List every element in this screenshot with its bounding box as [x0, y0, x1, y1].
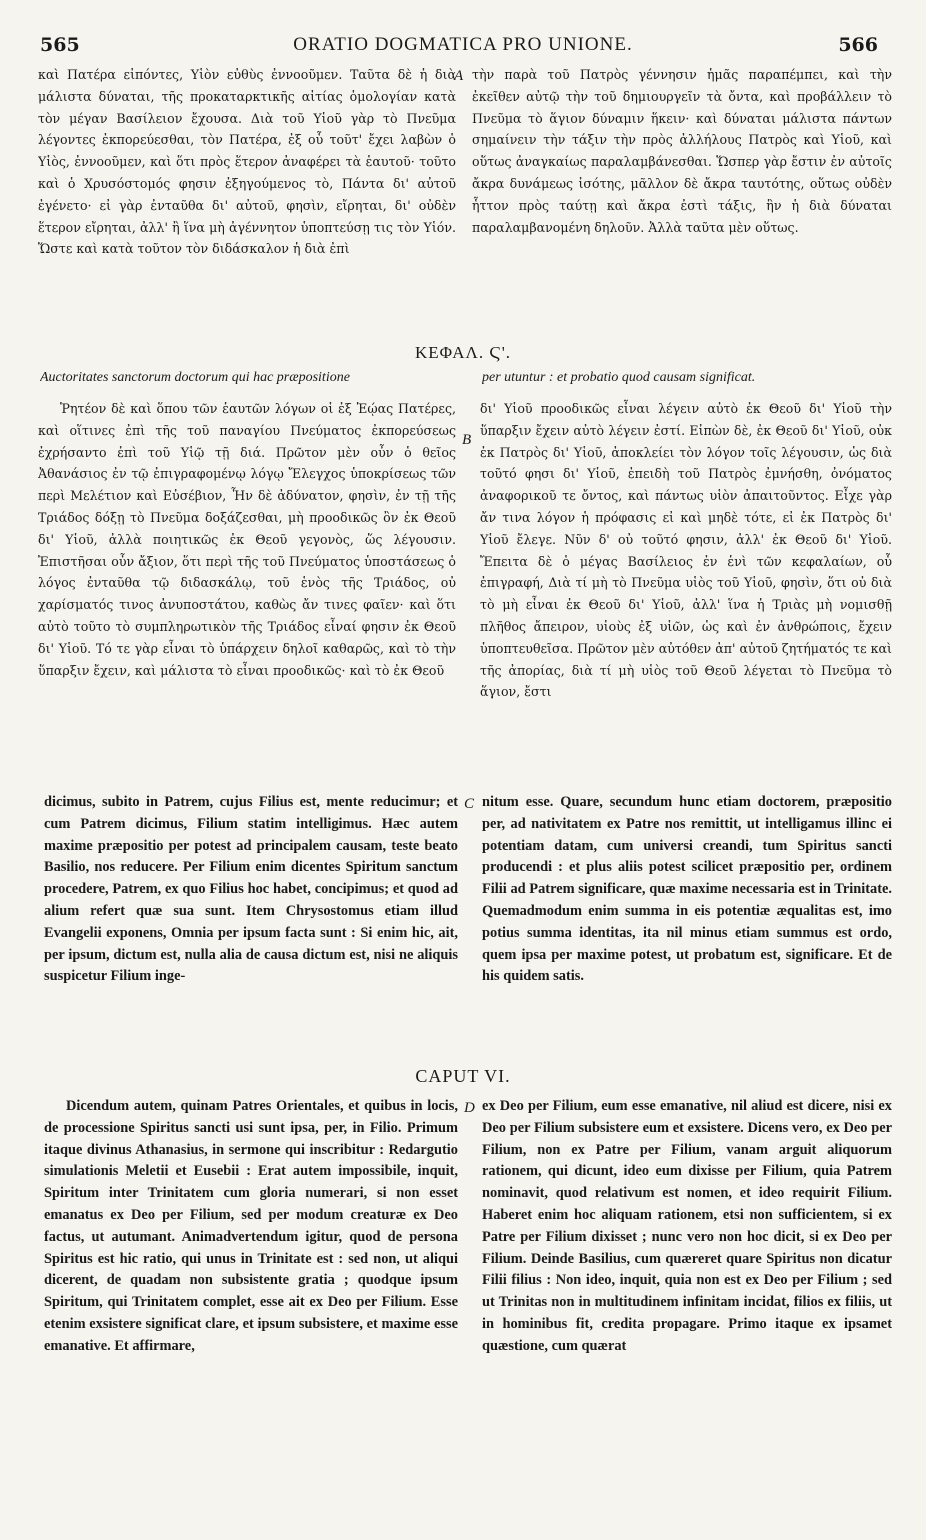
latin-column-left-1 [44, 792, 458, 1052]
latin-paragraph: dicimus, subito in Patrem, cujus Filius est, mente reducimur; et cum Patrem dicimus, Filium statim intelligimus. Hæc autem maxime præpositio per potest ad principalem causam, teste beato Basilio, nos reducere. Per Filium enim dicentes Spiritum sanctum procedere, Patrem, ex quo Filius hoc habet, concipimus; et quod ad alium refert quæ sua sunt. Item Chrysostomus etiam illud Evangelii exponens, Omnia per ipsum facta sunt : Si enim hic, ait, per ipsum, dictum est, nulla alia de causa dictum est, nisi ne aliquis suspicetur Filium inge- [44, 794, 458, 985]
kephalaion-heading: ΚΕΦΑΛ. Ϛ'. [414, 343, 512, 362]
chapter-argument [40, 370, 890, 392]
caput-heading: CAPUT VI. [415, 1066, 511, 1086]
margin-letter-b: B [462, 432, 472, 448]
greek-column-left-middle [38, 398, 456, 780]
margin-letter-d: D [464, 1100, 475, 1116]
greek-paragraph: δι' Υἱοῦ προοδικῶς εἶναι λέγειν αὐτὸ ἐκ Θεοῦ δι' Υἱοῦ τὴν ὕπαρξιν ἔχειν αὐτὸ λέγειν ἐστί. Εἰπὼν δὲ, ἐκ Θεοῦ δι' Υἱοῦ, οὐκ ἐκ Πατρὸς δι' Υἱοῦ, ἀποκλείει τὸν λόγον τοῖς λέγουσιν, ὡς διὰ τοῦτό φησι δι' Υἱοῦ, ἐπειδὴ τοῦ Πατρὸς ἐμνήσθη, ὀνόματος ἀναφορικοῦ τε ὄντος, καὶ πάντως υἱὸν ἀπαιτοῦντος. Εἶχε γὰρ ἄν τινα λόγον ἡ πρόφασις εἰ καὶ μηδὲ τότε, εἰ ἐκ Πατρὸς δι' Υἱοῦ ἔλεγε. Νῦν δ' οὐ τοῦτό φησιν, ἀλλ' ἐκ Θεοῦ δι' Υἱοῦ. Ἔπειτα δὲ ὁ μέγας Βασίλειος ἐν ἑνὶ τῶν κεφαλαίων, οὗ ἐπιγραφή, Διὰ τί μὴ τὸ Πνεῦμα υἱὸς τοῦ Υἱοῦ, φησὶν, ὅτι οὐ διὰ τὸ μὴ εἶναι ἐκ Θεοῦ δι' Υἱοῦ, ἀλλ' ἵνα ἡ Τριὰς μὴ νομισθῇ πλῆθος ἄπειρον, υἱοὺς ἐξ υἱῶν, ὡς καὶ ἐν ἀνθρώποις, ἔχειν ὑποπτευθεῖσα. Πρῶτον μὲν αὐτόθεν ἀπ' αὐτοῦ ζητήματός τε καὶ τῆς ἀπορίας, διὰ τί μὴ υἱὸς τοῦ Θεοῦ λέγεται τὸ Πνεῦμα τὸ ἅγιον, ἔστι [480, 401, 892, 700]
latin-paragraph: Dicendum autem, quinam Patres Orientales, et quibus in locis, de processione Spiritus sancti usi sunt ipsa, per, in Filio. Primum itaque divinus Athanasius, in sermone qui inscribitur : Redargutio simulationis Meletii et Eusebii : Erat autem impossibile, inquit, Spiritum inter Trinitatem cum gloria numerari, si non esset emanatus ex Deo per Filium, sed per modum creaturæ ex Deo factus, ut autumant. Animadvertendum igitur, quod de persona Spiritus est hic ratio, qui unus in Trinitate est : sed non, ut aliqui dicerent, de quadam non subsistente gratia ; quodque ipsum Spiritum, qui Trinitatem complet, esse ait ex Deo per Filium. Esse etenim exsistere significat clare, et ipsum subsistere, et maxime esse emanative. Et affirmare, [44, 1098, 458, 1354]
running-head [0, 30, 926, 58]
margin-letter-c: C [464, 796, 475, 812]
greek-paragraph: τὴν παρὰ τοῦ Πατρὸς γέννησιν ἡμᾶς παραπέμπει, καὶ τὴν ἐκεῖθεν αὐτῷ τὴν τοῦ δημιουργεῖν τὰ ὄντα, καὶ προβάλλειν τὸ Πνεῦμα τὸ ἅγιον δύναμιν ἥκειν· καὶ δύναται μάλιστα πάντων σημαίνειν τὴν τάξιν τὴν πρὸς ἀλλήλους Πατρὸς καὶ Υἱοῦ, καὶ οὕτως ἀναγκαίως παραλαμβάνεσθαι. Ὥσπερ γὰρ ἔστιν ἐν αὐτοῖς ἄκρα δυνάμεως ἰσότης, μᾶλλον δὲ ἄκρα ταυτότης, οὕτως οὐδὲν ἧττον πρὸς ταύτῃ καὶ ἄκρα ἐστὶ τάξις, ἣν ἡ διὰ δύναται παραλαμβανομένη δηλοῦν. Ἀλλὰ ταῦτα μὲν οὕτως. [472, 67, 892, 235]
latin-column-left-2 [44, 1096, 458, 1476]
page-number-left: 565 [40, 34, 80, 56]
greek-paragraph: Ῥητέον δὲ καὶ ὅπου τῶν ἑαυτῶν λόγων οἱ ἐξ Ἑῴας Πατέρες, καὶ οἵτινες ἐπὶ τῆς τοῦ παναγίου Πνεύματος ἐκπορεύσεως ἐχρήσαντο ἐπὶ τοῦ Υἱῷ τῇ διά. Πρῶτον μὲν οὖν ὁ θεῖος Ἀθανάσιος ἐν τῷ ἐπιγραφομένῳ λόγῳ Ἔλεγχος ὑποκρίσεως τῶν περὶ Μελέτιον καὶ Εὐσέβιον, Ἦν δὲ ἀδύνατον, φησὶν, ἐν τῇ τῆς Τριάδος δόξῃ τὸ Πνεῦμα δοξάζεσθαι, μὴ προοδικῶς ὂν ἐκ Θεοῦ δι' Υἱοῦ, ἀλλὰ ποιητικῶς ἐκ Θεοῦ γεγονὸς, ὥς λέγουσιν. Ἐπιστῆσαι οὖν ἄξιον, ὅτι περὶ τῆς τοῦ Πνεύματος ὑποστάσεως ὁ λόγος ἐνταῦθα τῷ διδασκάλῳ, τοῦ ἑνὸς τῆς Τριάδος, οὐ χαρίσματός τινος ἀνυποστάτου, καθὼς ἄν τινες φαῖεν· καὶ ὅτι αὐτὸ τοῦτο τὸ συμπληρωτικὸν τῆς Τριάδος εἶναί φησιν ἐκ Θεοῦ δι' Υἱοῦ. Τό τε γὰρ εἶναι τὸ ὑπάρχειν δηλοῖ καθαρῶς, καὶ τὸ τὴν ὕπαρξιν ἔχειν, καὶ μάλιστα τὸ εἶναι προοδικῶς· καὶ τὸ ἐκ Θεοῦ [38, 401, 456, 678]
argument-left: Auctoritates sanctorum doctorum qui hac præpositione [40, 370, 350, 385]
running-title: ORATIO DOGMATICA PRO UNIONE. [293, 34, 633, 55]
margin-letter-a: A [454, 68, 464, 84]
latin-column-right-2 [482, 1096, 892, 1476]
latin-paragraph: nitum esse. Quare, secundum hunc etiam doctorem, præpositio per, ad nativitatem ex Patre nos remittit, ut intelligamus illinc ei potentiam datam, cum universi creandi, tum Spiritus sancti producendi : et plus aliis potest scilicet præpositio per, ordinem Filii ad Patrem significare, quæ maxime necessaria est in Trinitate. Quemadmodum enim summa in eis potentiæ æqualitas est, imo potius summa identitas, ita nil minus etiam summus est ordo, quem ipsa per maxime potest, ut probatum est, significare. Et de his quidem satis. [482, 794, 892, 985]
latin-column-right-1 [482, 792, 892, 1052]
latin-paragraph: ex Deo per Filium, eum esse emanative, nil aliud est dicere, nisi ex Deo per Filium subsistere eum et exsistere. Dicens vero, ex Deo per Filium, non ex Patre per Filium, vanam arguit aliquorum rationem, qui dicunt, ideo eum dixisse per Filium, quia Patrem nominavit, quod relativum est nomen, et ideo requirit Filium. Haberet enim hoc aliquam rationem, etsi non sufficientem, si ex Patre per Filium dixisset ; nunc vero non hoc dicit, si ex Deo per Filium. Deinde Basilius, cum quæreret quare Spiritus non dicatur Filii filius : Non ideo, inquit, quia non est ex Deo per Filium ; sed ut Trinitas non in multitudinem infinitam incidat, filios ex filiis, ut in hominibus fit, credita propagare. Primo itaque ex ipsamet quæstione, cum quærat [482, 1098, 892, 1354]
page-number-right: 566 [838, 34, 878, 56]
greek-column-right-top [472, 64, 892, 294]
greek-column-left-top [38, 64, 456, 334]
greek-paragraph: καὶ Πατέρα εἰπόντες, Υἱὸν εὐθὺς ἐννοοῦμεν. Ταῦτα δὲ ἡ διὰ μάλιστα δύναται, τῆς προκαταρκτικῆς αἰτίας ὁμολογίαν κατὰ τὸν μέγαν Βασίλειον ἔχουσα. Διὰ τοῦ Υἱοῦ γὰρ τὸ Πνεῦμα λέγοντες ἐκπορεύεσθαι, τὸν Πατέρα, ἐξ οὗ τοῦτ' ἔχει λαβὼν ὁ Υἱὸς, ἐννοοῦμεν, καὶ ὅτι πρὸς ἕτερον ἀναφέρει τὰ ἑαυτοῦ· τοῦτο καὶ ὁ Χρυσόστομός φησιν ἐξηγούμενος τὸ, Πάντα δι' αὐτοῦ ἐγένετο· εἰ γὰρ ἐνταῦθα δι' αὐτοῦ, φησὶν, εἴρηται, δι' οὐδὲν ἕτερον εἴρηται, ἀλλ' ἢ ἵνα μὴ ἀγέννητον ὑποπτεύσῃ τις τὸν Υἱόν. Ὥστε καὶ κατὰ τοῦτον τὸν διδάσκαλον ἡ διὰ ἐπὶ [38, 67, 456, 257]
argument-right: per utuntur : et probatio quod causam significat. [482, 370, 756, 385]
greek-column-right-middle [480, 398, 892, 780]
